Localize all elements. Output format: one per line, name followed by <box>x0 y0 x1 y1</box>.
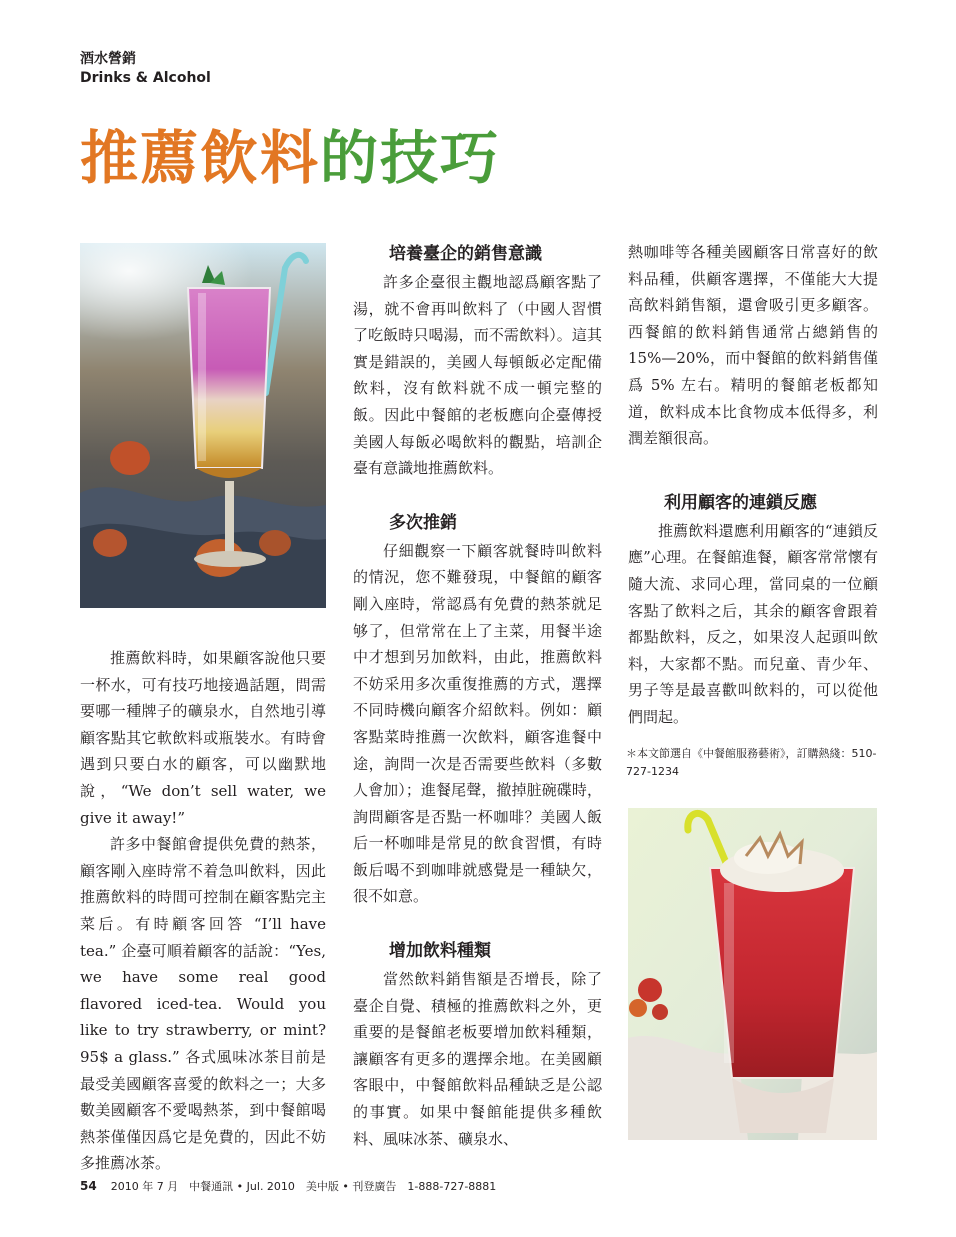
section-label <box>80 50 211 88</box>
column-left <box>80 645 326 1177</box>
page-title-part2: 的技巧 <box>320 124 501 192</box>
section-label-zh: 酒水營銷 <box>80 51 136 67</box>
body-paragraph: 推薦飲料時，如果顧客說他只要一杯水，可有技巧地接過話題，問需要哪一種牌子的礦泉水，自然地引導顧客點其它軟飲料或瓶裝水。有時會遇到只要白水的顧客，可以幽默地說，“We don’t sell water, we give it away!” <box>80 649 326 827</box>
body-paragraph: 熱咖啡等各種美國顧客日常喜好的飲料品種，供顧客選擇，不僅能大大提高飲料銷售額，還會吸引更多顧客。西餐館的飲料銷售通常占總銷售的 15%—20%，而中餐館的飲料銷售僅爲 5% 左右。精明的餐館老板都知道，飲料成本比食物成本低得多，利潤差額很高。 <box>628 243 878 448</box>
drink-photo-red <box>628 808 877 1140</box>
page-title-part1: 推薦飲料 <box>80 124 321 192</box>
column-middle <box>353 239 602 1152</box>
page-number: 54 <box>80 1179 97 1193</box>
body-paragraph: 許多企臺很主觀地認爲顧客點了湯，就不會再叫飲料了（中國人習慣了吃飯時只喝湯，而不需飲料）。這其實是錯誤的，美國人每頓飯必定配備飲料，沒有飲料就不成一頓完整的飯。因此中餐館的老板應向企臺傳授美國人每飯必喝飲料的觀點，培訓企臺有意識地推薦飲料。 <box>353 273 602 478</box>
body-paragraph: 當然飲料銷售額是否增長，除了臺企自覺、積極的推薦飲料之外，更重要的是餐館老板要增加飲料種類，讓顧客有更多的選擇余地。在美國顧客眼中，中餐館飲料品種缺乏是公認的事實。如果中餐館能提供多種飲料、風味冰茶、礦泉水、 <box>353 970 602 1148</box>
body-paragraph: 仔細觀察一下顧客就餐時叫飲料的情況，您不難發現，中餐館的顧客剛入座時，常認爲有免費的熱茶就足够了，但常常在上了主菜，用餐半途中才想到另加飲料，由此，推薦飲料不妨采用多次重復推薦的方式，選擇不同時機向顧客介紹飲料。例如：顧客點菜時推薦一次飲料，顧客進餐中途，詢問一次是否需要些飲料（多數人會加）；進餐尾聲，撤掉脏碗碟時，詢問顧客是否點一杯咖啡？美國人飯后一杯咖啡是常見的飲食習慣，有時飯后喝不到咖啡就感覺是一種缺欠，很不如意。 <box>353 541 602 906</box>
column-right <box>628 239 878 731</box>
section-heading: 利用顧客的連鎖反應 <box>664 492 817 513</box>
drink-photo-purple <box>80 243 326 608</box>
body-paragraph: 推薦飲料還應利用顧客的“連鎖反應”心理。在餐館進餐，顧客常常懷有隨大流、求同心理，當同桌的一位顧客點了飲料之后，其余的顧客會跟着都點飲料，反之，如果沒人起頭叫飲料，大家都不點。而兒童、青少年、男子等是最喜歡叫飲料的，可以從他們問起。 <box>628 521 878 726</box>
section-heading: 增加飲料種類 <box>389 941 491 962</box>
section-heading: 多次推銷 <box>389 512 457 533</box>
footer-line: 2010 年 7 月 中餐通訊 • Jul. 2010 美中版 • 刊登廣告 1-888-727-8881 <box>110 1180 497 1193</box>
body-paragraph: 許多中餐館會提供免費的熱茶，顧客剛入座時常不着急叫飲料，因此推薦飲料的時間可控制在顧客點完主菜后。有時顧客回答 “I’ll have tea.” 企臺可順着顧客的話說：“Yes, we have some real good flavored iced-tea. Would you like to try strawberry, or mint? 95$ a glass.” 各式風味冰茶目前是最受美國顧客喜愛的飲料之一；大多數美國顧客不愛喝熱茶，到中餐館喝熱茶僅僅因爲它是免費的，因此不妨多推薦冰茶。 <box>80 835 326 1173</box>
page-footer <box>80 1178 496 1195</box>
section-label-en: Drinks & Alcohol <box>80 70 211 86</box>
section-heading: 培養臺企的銷售意識 <box>389 244 542 264</box>
page-title <box>80 118 500 198</box>
source-note: ＊本文節選自《中餐館服務藝術》，訂購熱綫：510-727-1234 <box>626 747 877 778</box>
